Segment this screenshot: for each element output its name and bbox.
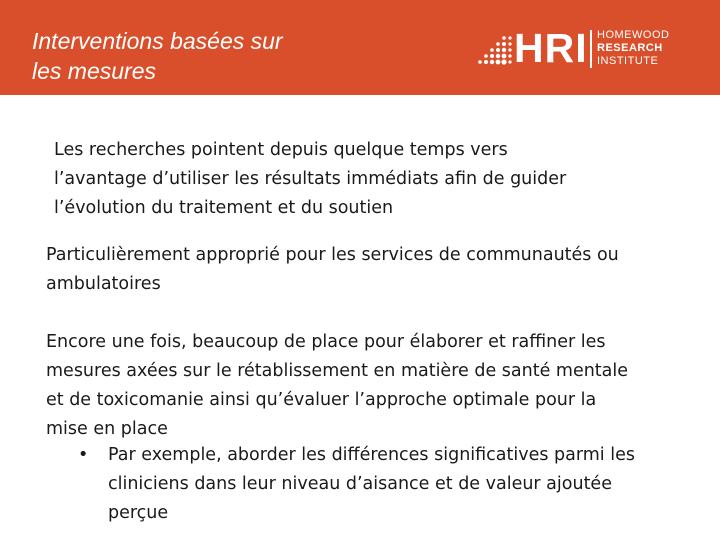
hri-logo (476, 24, 696, 74)
bullet-text (108, 441, 708, 528)
paragraph-line: Encore une fois, beaucoup de place pour élaborer et raffiner les (46, 332, 606, 352)
paragraph-2 (46, 241, 696, 299)
logo-line-3: INSTITUTE (597, 55, 659, 67)
paragraph-line: Particulièrement approprié pour les services de communautés ou (46, 245, 619, 265)
paragraph-line: Les recherches pointent depuis quelque temps vers (54, 140, 508, 160)
title-line-2: les mesures (32, 58, 156, 84)
logo-divider (590, 30, 592, 68)
title-line-1: Interventions basées sur (32, 28, 283, 54)
slide-header (0, 0, 720, 95)
bullet-line: perçue (108, 503, 169, 523)
logo-mark: HRI (514, 25, 588, 71)
paragraph-line: et de toxicomanie ainsi qu’évaluer l’approche optimale pour la (46, 390, 597, 410)
paragraph-line: ambulatoires (46, 274, 161, 294)
paragraph-line: mesures axées sur le rétablissement en matière de santé mentale (46, 361, 629, 381)
bullet-marker: • (78, 445, 89, 465)
paragraph-line: l’évolution du traitement et du soutien (54, 198, 394, 218)
paragraph-line: mise en place (46, 419, 168, 439)
bullet-line: Par exemple, aborder les différences significatives parmi les (108, 445, 635, 465)
logo-line-2: RESEARCH (597, 42, 663, 54)
logo-dots-icon (476, 32, 512, 68)
paragraph-3 (46, 328, 696, 444)
slide-title (32, 26, 432, 86)
paragraph-line: l’avantage d’utiliser les résultats immédiats afin de guider (54, 169, 567, 189)
logo-line-1: HOMEWOOD (597, 29, 670, 41)
logo-wordmark (597, 29, 669, 68)
paragraph-1 (54, 136, 674, 223)
slide-body (0, 95, 720, 540)
bullet-line: cliniciens dans leur niveau d’aisance et de valeur ajoutée (108, 474, 612, 494)
